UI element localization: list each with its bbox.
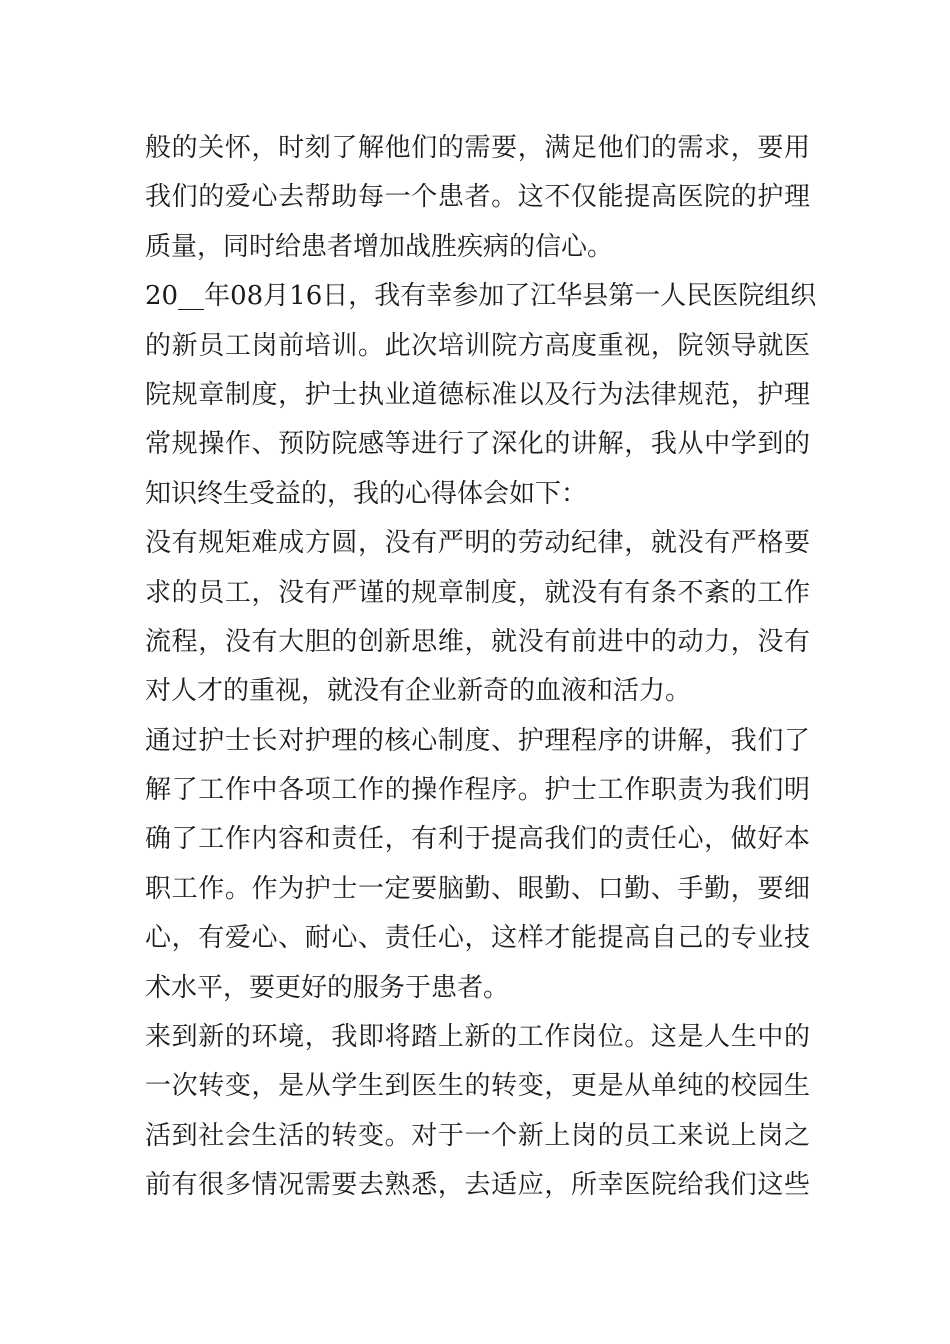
text-line: 般的关怀，时刻了解他们的需要，满足他们的需求，要用 — [145, 133, 810, 163]
paragraph-4 — [145, 717, 810, 1013]
text-line: 20__年08月16日，我有幸参加了江华县第一人民医院组织 — [145, 281, 817, 312]
text-line: 知识终生受益的，我的心得体会如下： — [145, 478, 588, 509]
text-line: 心，有爱心、耐心、责任心，这样才能提高自己的专业技 — [145, 923, 810, 954]
text-line: 对人才的重视，就没有企业新奇的血液和活力。 — [145, 676, 692, 707]
text-line: 流程，没有大胆的创新思维，就没有前进中的动力，没有 — [145, 626, 810, 657]
text-line: 活到社会生活的转变。对于一个新上岗的员工来说上岗之 — [145, 1120, 810, 1151]
paragraph-5 — [145, 1013, 810, 1211]
paragraph-2 — [145, 272, 817, 519]
text-line: 术水平，要更好的服务于患者。 — [145, 972, 510, 1003]
text-line: 解了工作中各项工作的操作程序。护士工作职责为我们明 — [145, 775, 810, 806]
text-line: 求的员工，没有严谨的规章制度，就没有有条不紊的工作 — [145, 577, 810, 608]
text-line: 一次转变，是从学生到医生的转变，更是从单纯的校园生 — [145, 1071, 810, 1102]
text-line: 质量，同时给患者增加战胜疾病的信心。 — [145, 231, 614, 262]
text-line: 的新员工岗前培训。此次培训院方高度重视，院领导就医 — [145, 330, 810, 361]
text-line: 没有规矩难成方圆，没有严明的劳动纪律，就没有严格要 — [145, 528, 810, 559]
text-line: 职工作。作为护士一定要脑勤、眼勤、口勤、手勤，要细 — [145, 873, 810, 904]
text-line: 常规操作、预防院感等进行了深化的讲解，我从中学到的 — [145, 429, 810, 460]
text-line: 来到新的环境，我即将踏上新的工作岗位。这是人生中的 — [145, 1022, 810, 1053]
text-line: 确了工作内容和责任，有利于提高我们的责任心，做好本 — [145, 824, 810, 855]
text-line: 通过护士长对护理的核心制度、护理程序的讲解，我们了 — [145, 725, 810, 756]
paragraph-3 — [145, 519, 810, 717]
paragraph-1 — [145, 124, 810, 272]
document-body — [145, 124, 817, 1211]
text-line: 院规章制度，护士执业道德标准以及行为法律规范，护理 — [145, 379, 810, 410]
text-line: 我们的爱心去帮助每一个患者。这不仅能提高医院的护理 — [145, 182, 810, 213]
text-line: 前有很多情况需要去熟悉，去适应，所幸医院给我们这些 — [145, 1170, 810, 1201]
